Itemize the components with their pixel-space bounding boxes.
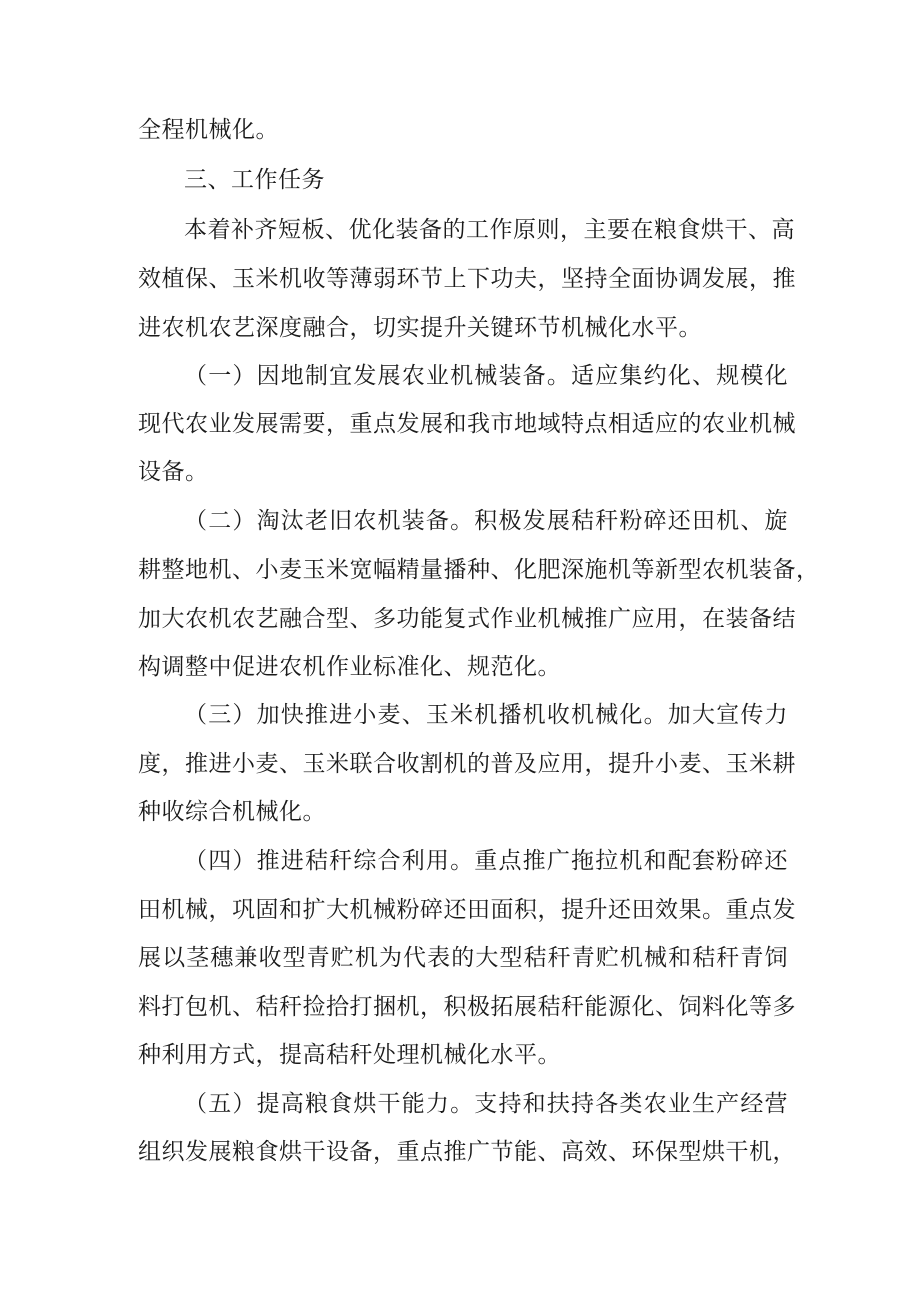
paragraph-line: 加大农机农艺融合型、多功能复式作业机械推广应用，在装备结 xyxy=(138,606,796,632)
paragraph-line: 全程机械化。 xyxy=(138,117,279,143)
paragraph-line: 种利用方式，提高秸秆处理机械化水平。 xyxy=(138,1042,561,1068)
section-heading: 三、工作任务 xyxy=(184,167,325,193)
paragraph-line: 进农机农艺深度融合，切实提升关键环节机械化水平。 xyxy=(138,315,702,341)
paragraph-line: （三）加快推进小麦、玉米机播机收机械化。加大宣传力 xyxy=(184,702,788,728)
paragraph-line: 设备。 xyxy=(138,459,209,485)
paragraph-line: 组织发展粮食烘干设备，重点推广节能、高效、环保型烘干机， xyxy=(138,1139,796,1165)
paragraph-line: （五）提高粮食烘干能力。支持和扶持各类农业生产经营 xyxy=(184,1091,788,1117)
paragraph-line: 效植保、玉米机收等薄弱环节上下功夫，坚持全面协调发展，推 xyxy=(138,266,796,292)
paragraph-line: （一）因地制宜发展农业机械装备。适应集约化、规模化 xyxy=(184,363,788,389)
paragraph-line: 展以茎穗兼收型青贮机为代表的大型秸秆青贮机械和秸秆青饲 xyxy=(138,945,788,971)
paragraph-line: 种收综合机械化。 xyxy=(138,799,326,825)
paragraph-line: （二）淘汰老旧农机装备。积极发展秸秆粉碎还田机、旋 xyxy=(184,508,788,534)
paragraph-line: 本着补齐短板、优化装备的工作原则，主要在粮食烘干、高 xyxy=(184,217,795,243)
paragraph-line: 现代农业发展需要，重点发展和我市地域特点相适应的农业机械 xyxy=(138,411,796,437)
paragraph-line: 料打包机、秸秆捡拾打捆机，积极拓展秸秆能源化、饲料化等多 xyxy=(138,994,796,1020)
paragraph-line: 度，推进小麦、玉米联合收割机的普及应用，提升小麦、玉米耕 xyxy=(138,751,796,777)
paragraph-line: 构调整中促进农机作业标准化、规范化。 xyxy=(138,654,561,680)
paragraph-line: 田机械，巩固和扩大机械粉碎还田面积，提升还田效果。重点发 xyxy=(138,897,796,923)
paragraph-line: 耕整地机、小麦玉米宽幅精量播种、化肥深施机等新型农机装备， xyxy=(138,557,820,583)
paragraph-line: （四）推进秸秆综合利用。重点推广拖拉机和配套粉碎还 xyxy=(184,848,788,874)
